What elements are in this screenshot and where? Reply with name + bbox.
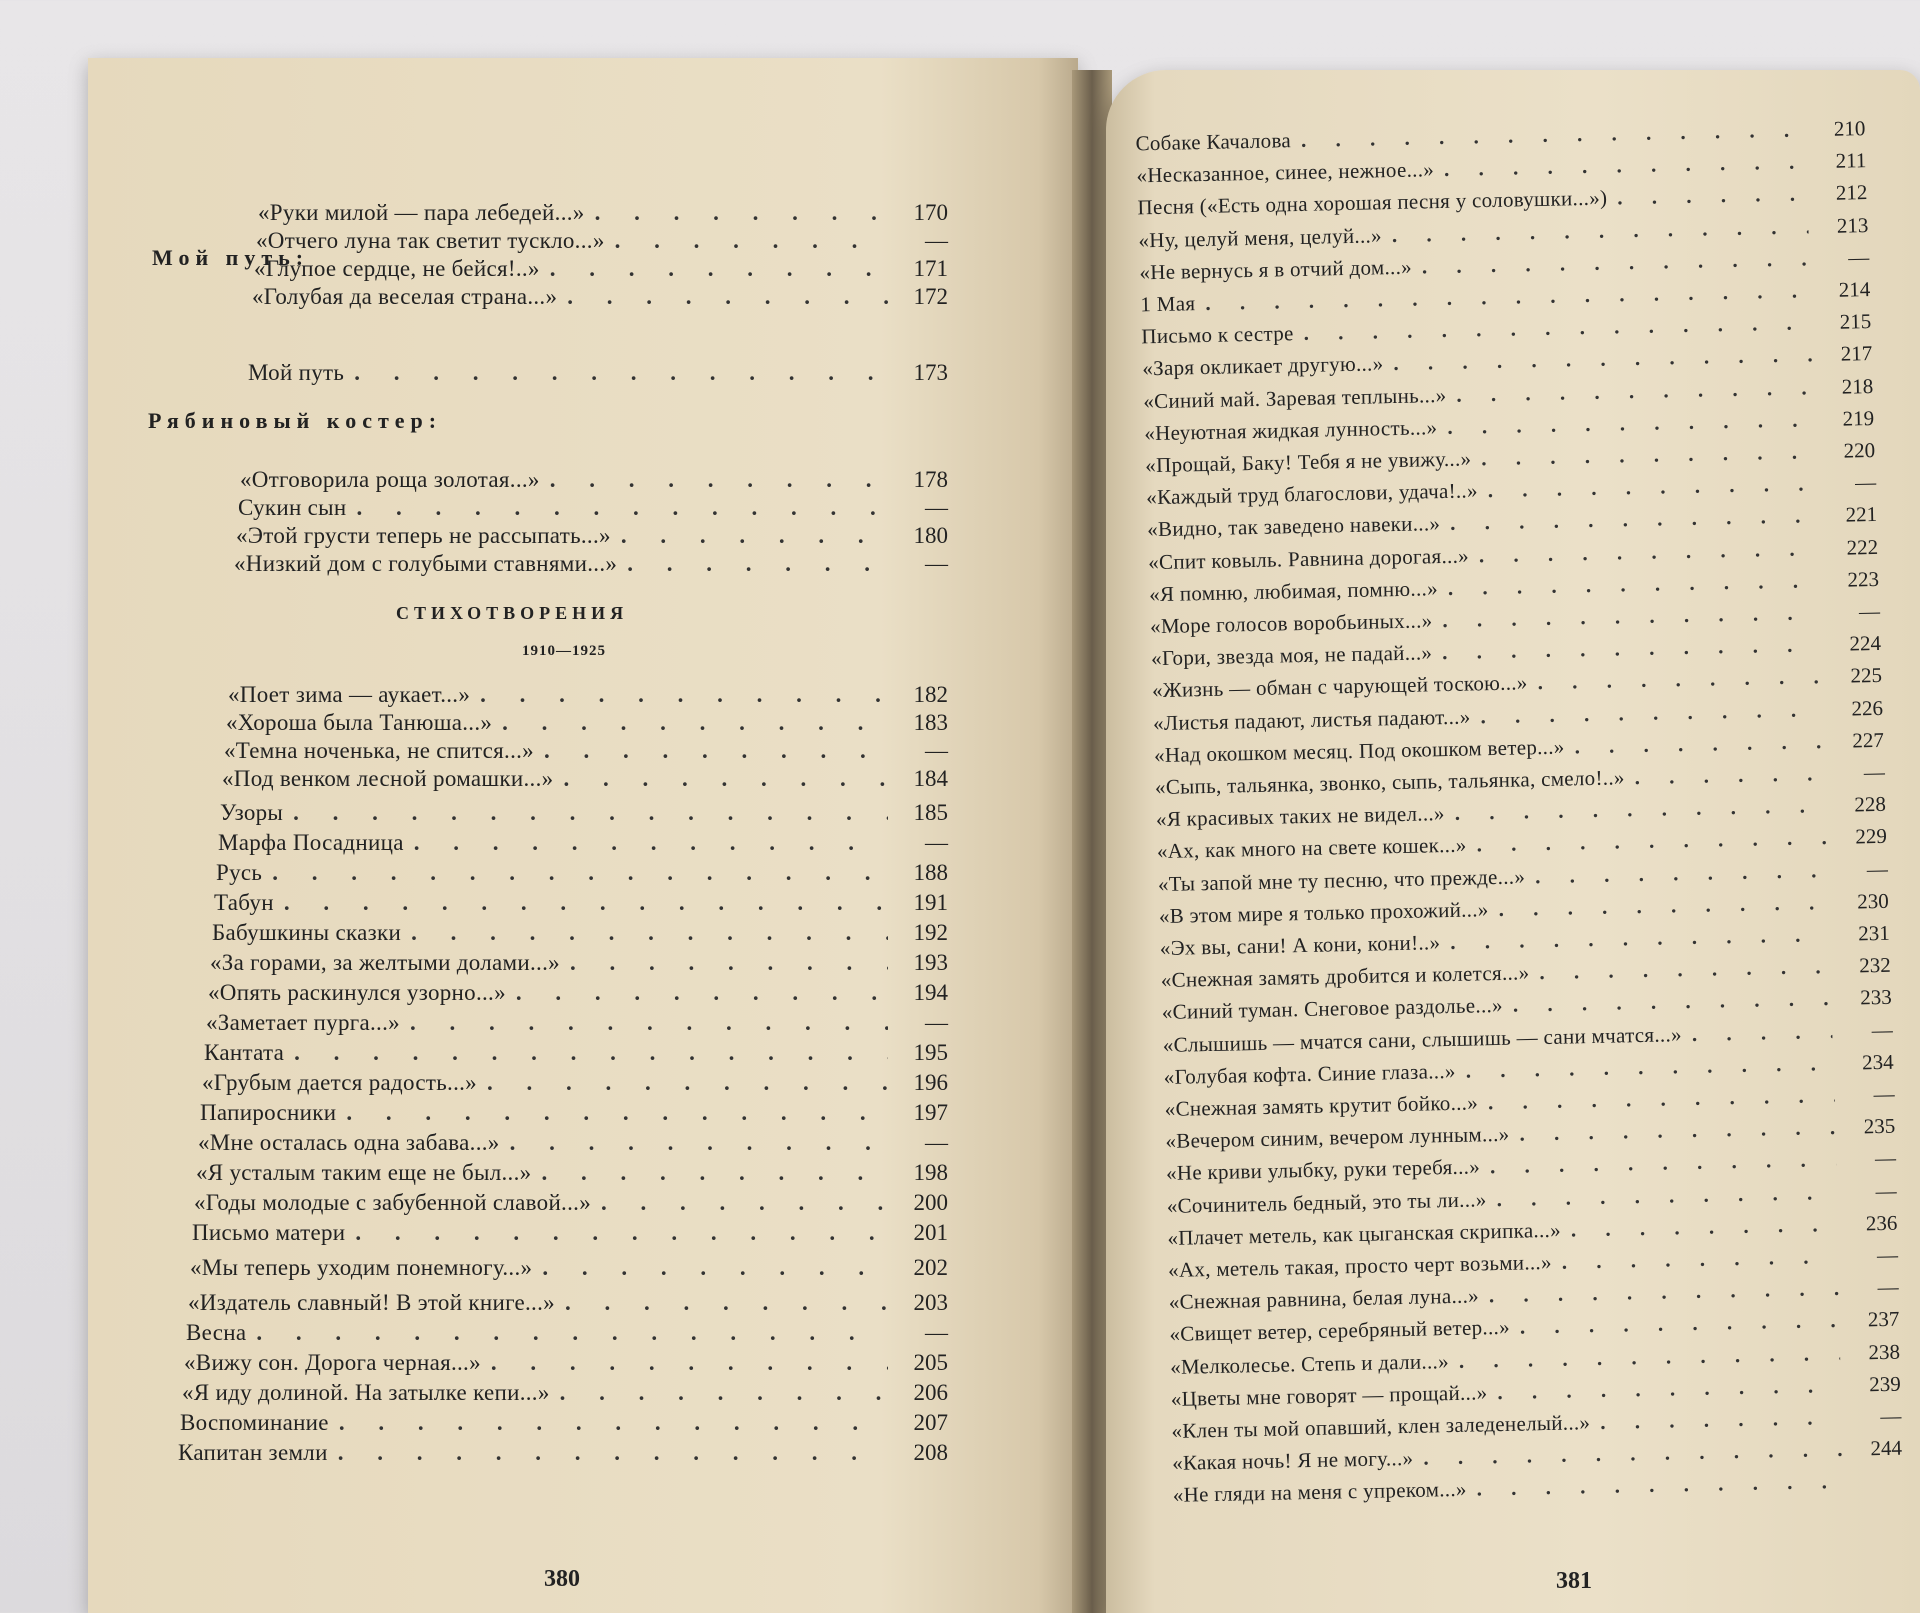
leader-dots [1413,1437,1842,1471]
leader-dots [1466,1469,1843,1502]
leader-dots [500,1130,888,1156]
toc-entry-title: «Под венком лесной ромашки...» [222,766,554,791]
toc-entry-title: «Несказанное, синее, нежное...» [1136,157,1435,188]
toc-entry-title: Письмо матери [192,1220,346,1245]
leader-dots [532,1255,888,1281]
toc-entry-title: «Какая ночь! Я не могу...» [1171,1446,1414,1476]
toc-entry-title: Мой путь [248,360,345,385]
toc-entry-title: «Свищет ветер, серебряный ветер...» [1169,1315,1511,1347]
toc-entry-page: 237 [1867,1307,1900,1332]
toc-entry [220,800,948,826]
toc-entry-page: — [1874,1146,1897,1171]
left-table-of-contents [88,58,1078,1613]
toc-entry-title: «Ну, целуй меня, целуй...» [1138,222,1383,252]
toc-entry-page: 220 [1843,437,1876,463]
leader-dots [1510,1308,1840,1340]
toc-entry-page: 188 [913,860,948,885]
toc-entry-page: 239 [1868,1371,1901,1397]
toc-entry-title: «Опять раскинулся узорно...» [208,980,506,1005]
toc-entry [188,1290,948,1316]
toc-entry [204,1040,948,1066]
toc-entry-page: — [925,738,948,763]
toc-entry-page: 212 [1835,180,1868,206]
leader-dots [1434,150,1807,183]
toc-entry [206,1010,948,1036]
leader-dots [1477,471,1816,503]
leader-dots [1682,1019,1833,1047]
toc-entry-page: 202 [913,1255,948,1280]
leader-dots [1432,632,1821,665]
toc-entry [226,710,948,736]
toc-entry-title: «Я красивых таких не видел...» [1155,801,1445,832]
toc-entry-title: «Эх вы, сани! А кони, кони!..» [1159,930,1441,961]
right-table-of-contents [1106,53,1920,1613]
toc-entry-title: «Каждый труд благослови, удача!..» [1146,478,1478,510]
toc-entry-title: «Отговорила роща золотая...» [240,467,540,492]
toc-entry-page [1843,1487,1903,1488]
toc-entry-page: — [925,1010,948,1035]
leader-dots [1469,536,1819,568]
toc-entry-title: «Снежная равнина, белая луна...» [1168,1283,1480,1315]
toc-entry-page: — [925,1320,948,1345]
toc-entry-page: 218 [1841,373,1874,399]
toc-entry-page: — [1866,856,1889,881]
toc-entry-page: 195 [913,1040,948,1065]
toc-entry-title: «Хороша была Танюша...» [226,710,493,735]
toc-entry-page: — [1858,598,1881,624]
toc-entry [1173,1468,1903,1508]
toc-entry-page: 223 [1847,566,1880,592]
leader-dots [1291,117,1806,153]
leader-dots [1551,1244,1838,1275]
toc-entry [212,920,948,946]
toc-entry-page: — [1873,1081,1895,1107]
leader-dots [262,860,888,886]
toc-entry-page: — [1876,1242,1899,1268]
leader-dots [400,1010,888,1036]
toc-entry-title: «Не гляди на меня с упреком...» [1172,1477,1467,1508]
toc-entry-page: — [925,1130,948,1155]
toc-entry-title: Воспоминание [180,1410,329,1435]
toc-entry [216,860,948,886]
toc-entry-page: 222 [1846,534,1879,560]
toc-entry-page: 231 [1857,920,1890,946]
toc-entry-title: «Заря окликает другую...» [1142,351,1384,381]
leader-dots [481,1350,888,1376]
leader-dots [1432,600,1820,633]
toc-entry-title: «Этой грусти теперь не рассыпать...» [236,523,611,548]
toc-entry-title: «Я помню, любимая, помню...» [1148,575,1439,607]
toc-entry-page: — [1863,759,1886,785]
toc-entry-page: 200 [913,1190,948,1215]
leader-dots [345,1220,888,1246]
toc-entry-title: «Отчего луна так светит тускло...» [256,228,605,253]
section-heading-my-path: Мой путь: [152,245,310,270]
toc-entry-page: 221 [1845,502,1878,527]
toc-entry-title: «Вечером синим, вечером лунным...» [1165,1121,1510,1154]
leader-dots [1440,922,1830,955]
toc-entry-page: 238 [1868,1339,1901,1364]
toc-entry-title: «Голубая кофта. Синие глаза...» [1163,1058,1456,1089]
toc-entry-page: — [925,495,948,520]
toc-entry-title: «Видно, так заведено навеки...» [1146,511,1441,542]
leader-dots [404,830,888,856]
toc-entry-title: Табун [214,890,274,915]
leader-dots [1480,1147,1836,1179]
toc-entry-title: «Синий туман. Снеговое раздолье...» [1161,993,1504,1025]
leader-dots [1438,568,1820,601]
leader-dots [531,1160,888,1186]
toc-entry [178,1440,948,1466]
toc-entry-page: 236 [1865,1210,1898,1236]
leader-dots [1440,504,1817,537]
leader-dots [1383,343,1812,377]
toc-entry-title: Папиросники [200,1100,337,1125]
toc-entry-title: «Я усталым таким еще не был...» [196,1160,532,1185]
toc-entry-title: Письмо к сестре [1141,321,1294,349]
toc-entry [248,360,948,386]
leader-dots [401,920,888,946]
toc-entry-page: 235 [1863,1113,1896,1139]
toc-entry-page: 185 [913,800,948,825]
toc-entry-title: «Ах, метель такая, просто черт возьми...» [1167,1249,1552,1282]
leader-dots [1195,278,1810,316]
toc-entry-page: — [1880,1403,1902,1429]
leader-dots [617,551,888,577]
leader-dots [336,1100,888,1126]
toc-entry-page: 206 [913,1380,948,1405]
toc-entry-title: «Издатель славный! В этой книге...» [188,1290,555,1315]
toc-entry-title: 1 Мая [1140,291,1196,317]
toc-entry-title: «В этом мире я только прохожий...» [1158,896,1489,928]
toc-entry-title: «Годы молодые с забубенной славой...» [194,1190,592,1215]
toc-entry-page: — [925,551,948,576]
toc-entry-title: «Жизнь — обман с чарующей тоскою...» [1151,670,1528,703]
toc-entry-page: — [1854,470,1877,495]
toc-entry-title: «Не вернусь я в отчий дом...» [1139,254,1413,285]
toc-entry-page: 234 [1861,1049,1894,1075]
left-page [88,58,1078,1613]
toc-entry-title: «Цветы мне говорят — прощай...» [1170,1380,1488,1411]
leader-dots [329,1410,888,1436]
toc-entry-page: 178 [913,467,948,492]
toc-entry-page: 224 [1849,631,1882,656]
toc-entry [256,228,948,254]
toc-entry-page: — [1875,1178,1897,1203]
toc-entry-title: «Снежная замять крутит бойко...» [1164,1090,1479,1121]
toc-entry-page: — [1848,244,1870,270]
right-page [1106,70,1920,1613]
toc-entry-page: 173 [913,360,948,385]
leader-dots [555,1290,888,1316]
toc-entry-page: 213 [1836,212,1869,238]
toc-entry-title: «Гори, звезда моя, не падай...» [1150,640,1433,671]
toc-entry-title: «Не криви улыбку, руки теребя...» [1165,1154,1481,1186]
toc-entry-title: «Сочинитель бедный, это ты ли...» [1166,1186,1487,1218]
leader-dots [540,256,888,282]
toc-entry [234,551,948,577]
toc-entry-page: 203 [913,1290,948,1315]
leader-dots [605,228,888,254]
toc-entry-title: «Глупое сердце, не бейся!..» [254,256,540,281]
toc-entry-page: 217 [1840,341,1873,367]
toc-entry-page: 225 [1850,663,1883,688]
toc-entry-title: «Спит ковыль. Равнина дорогая...» [1147,543,1470,574]
leader-dots [274,890,888,916]
toc-entry-title: «Снежная замять дробится и колется...» [1160,960,1530,993]
leader-dots [585,200,888,226]
toc-entry-page: 201 [913,1220,948,1245]
leader-dots [611,523,888,549]
toc-entry-title: «Заметает пурга...» [206,1010,400,1035]
toc-entry-title: «Поет зима — аукает...» [228,682,471,707]
section-heading-ryabinovy-koster: Рябиновый костер: [148,408,443,433]
leader-dots [534,738,888,764]
toc-entry [186,1320,948,1346]
toc-entry-page: 198 [913,1160,948,1185]
leader-dots [1564,729,1824,759]
leader-dots [246,1320,888,1346]
toc-entry-page: 226 [1851,695,1884,721]
toc-entry [196,1160,948,1186]
leader-dots [470,682,888,708]
leader-dots [1527,665,1822,696]
years-subheading: 1910—1925 [522,643,606,659]
toc-entry-title: Марфа Посадница [218,830,404,855]
toc-entry [190,1255,948,1281]
toc-entry-title: «Грубым дается радость...» [202,1070,477,1095]
leader-dots [1471,439,1815,471]
toc-entry-page: 182 [913,682,948,707]
toc-entry-page: 191 [913,890,948,915]
toc-entry-page: 197 [913,1100,948,1125]
toc-entry-title: Собаке Качалова [1135,128,1292,156]
leader-dots [1487,1373,1841,1405]
toc-entry [236,523,948,549]
toc-entry-page: 214 [1838,277,1871,302]
toc-entry-page: 207 [913,1410,948,1435]
toc-entry [182,1380,948,1406]
leader-dots [553,766,888,792]
leader-dots [1479,1276,1839,1309]
leader-dots [1561,1212,1838,1243]
toc-entry [252,284,948,310]
page-number-right: 381 [1556,1568,1592,1594]
toc-entry-page: 194 [913,980,948,1005]
toc-entry-title: «Руки милой — пара лебедей...» [258,200,585,225]
toc-entry [218,830,948,856]
toc-entry [180,1410,948,1436]
toc-entry [184,1350,948,1376]
toc-entry-title: «Низкий дом с голубыми ставнями...» [234,551,618,576]
toc-entry-title: «Мне осталась одна забава...» [198,1130,500,1155]
leader-dots [1446,375,1813,408]
toc-entry-page: 210 [1833,116,1866,141]
toc-entry [224,738,948,764]
leader-dots [328,1440,888,1466]
toc-entry-title: «Синий май. Заревая теплынь...» [1143,382,1447,413]
leader-dots [1470,697,1823,729]
toc-entry [240,467,948,493]
leader-dots [550,1380,888,1406]
toc-entry-title: Узоры [220,800,284,825]
leader-dots [283,800,888,826]
toc-entry [222,766,948,792]
toc-entry-title: «Мы теперь уходим понемногу...» [190,1255,533,1280]
leader-dots [346,495,888,521]
toc-entry-page: 172 [913,284,948,309]
toc-entry-page: 171 [913,256,948,281]
toc-entry-title: «Мелколесье. Степь и дали...» [1169,1348,1450,1379]
leader-dots [1293,310,1811,346]
leader-dots [1509,1115,1835,1147]
toc-entry [258,200,948,226]
page-number-left: 380 [544,1566,580,1592]
toc-entry [214,890,948,916]
toc-entry-title: Весна [186,1320,247,1345]
toc-entry [194,1190,948,1216]
toc-entry-title: Песня («Есть одна хорошая песня у соловушки...») [1137,185,1608,220]
toc-entry-title: Бабушкины сказки [212,920,402,945]
leader-dots [1488,890,1829,922]
toc-entry [210,950,948,976]
toc-entry-page: 227 [1852,727,1885,753]
leader-dots [1466,825,1827,858]
toc-entry-page: 211 [1835,148,1867,173]
leader-dots [557,284,888,310]
leader-dots [1529,954,1831,985]
toc-entry-page: — [925,830,948,855]
toc-entry-page: 183 [913,710,948,735]
toc-entry [200,1100,948,1126]
toc-entry-page: — [1877,1274,1899,1300]
toc-entry-title: «Ах, как много на свете кошек...» [1156,833,1467,864]
leader-dots [1624,761,1825,790]
toc-entry-title: «Неуютная жидкая лунность...» [1144,414,1438,446]
toc-entry [228,682,948,708]
toc-entry-page: 184 [913,766,948,791]
toc-entry-page: 170 [913,200,948,225]
leader-dots [1412,246,1810,279]
toc-entry-title: «Вижу сон. Дорога черная...» [184,1350,481,1375]
toc-entry-title: «Я иду долиной. На затылке кепи...» [182,1380,550,1405]
toc-entry-page: 233 [1859,985,1892,1010]
toc-entry-title: Кантата [204,1040,285,1065]
toc-entry-page: — [1871,1017,1893,1042]
toc-entry-title: Русь [216,860,263,885]
section-heading-poems: СТИХОТВОРЕНИЯ [396,603,629,623]
leader-dots [1590,1405,1842,1435]
toc-entry-page: — [925,228,948,253]
toc-entry [208,980,948,1006]
toc-entry-title: «За горами, за желтыми долами...» [210,950,560,975]
leader-dots [1444,793,1826,826]
toc-entry-title: Сукин сын [238,495,347,520]
leader-dots [477,1070,888,1096]
toc-entry [238,495,948,521]
toc-entry-page: 193 [913,950,948,975]
toc-entry-title: «Темна ноченька, не спится...» [224,738,534,763]
leader-dots [506,980,888,1006]
toc-entry-page: 244 [1870,1435,1903,1461]
toc-entry-page: 219 [1842,405,1875,431]
toc-entry-title: «Слышишь — мчатся сани, слышишь — сани мчатся...» [1162,1021,1683,1057]
toc-entry-page: 192 [913,920,948,945]
toc-entry-title: «Листья падают, листья падают...» [1152,704,1471,735]
toc-entry [192,1220,948,1246]
leader-dots [591,1190,888,1216]
toc-entry-title: «Ты запой мне ту песню, что прежде...» [1157,863,1526,896]
toc-entry-title: «Голубая да веселая страна...» [252,284,558,309]
toc-entry-page: 229 [1855,824,1888,849]
toc-entry-page: 215 [1839,309,1872,334]
leader-dots [492,710,888,736]
toc-entry-title: «Сыпь, тальянка, звонко, сыпь, тальянка, смело!..» [1154,765,1625,800]
leader-dots [1449,1341,1841,1374]
leader-dots [1607,182,1808,211]
toc-entry-title: «Прощай, Баку! Тебя я не увижу...» [1145,446,1472,478]
toc-entry-page: 228 [1854,792,1887,817]
leader-dots [1455,1051,1833,1084]
leader-dots [1437,407,1814,440]
toc-entry [198,1130,948,1156]
toc-entry [202,1070,948,1096]
leader-dots [284,1040,888,1066]
toc-entry-page: 232 [1858,952,1891,978]
toc-entry-title: «Клен ты мой опавший, клен заледенелый...» [1171,1410,1591,1443]
toc-entry [254,256,948,282]
leader-dots [1382,214,1809,248]
toc-entry-title: «Плачет метель, как цыганская скрипка...» [1167,1217,1562,1250]
leader-dots [1486,1180,1837,1212]
toc-entry-title: Капитан земли [178,1440,328,1465]
toc-entry-page: 208 [913,1440,948,1465]
toc-entry-title: «Над окошком месяц. Под окошком ветер...» [1153,734,1565,767]
toc-entry-page: 180 [913,523,948,548]
leader-dots [560,950,888,976]
leader-dots [344,360,888,386]
toc-entry-page: 205 [913,1350,948,1375]
leader-dots [1503,986,1832,1018]
leader-dots [1478,1083,1835,1115]
leader-dots [540,467,888,493]
leader-dots [1525,858,1828,889]
toc-entry-page: 196 [913,1070,948,1095]
toc-entry-page: 230 [1857,888,1890,914]
toc-entry-title: «Море голосов воробьиных...» [1149,608,1433,639]
